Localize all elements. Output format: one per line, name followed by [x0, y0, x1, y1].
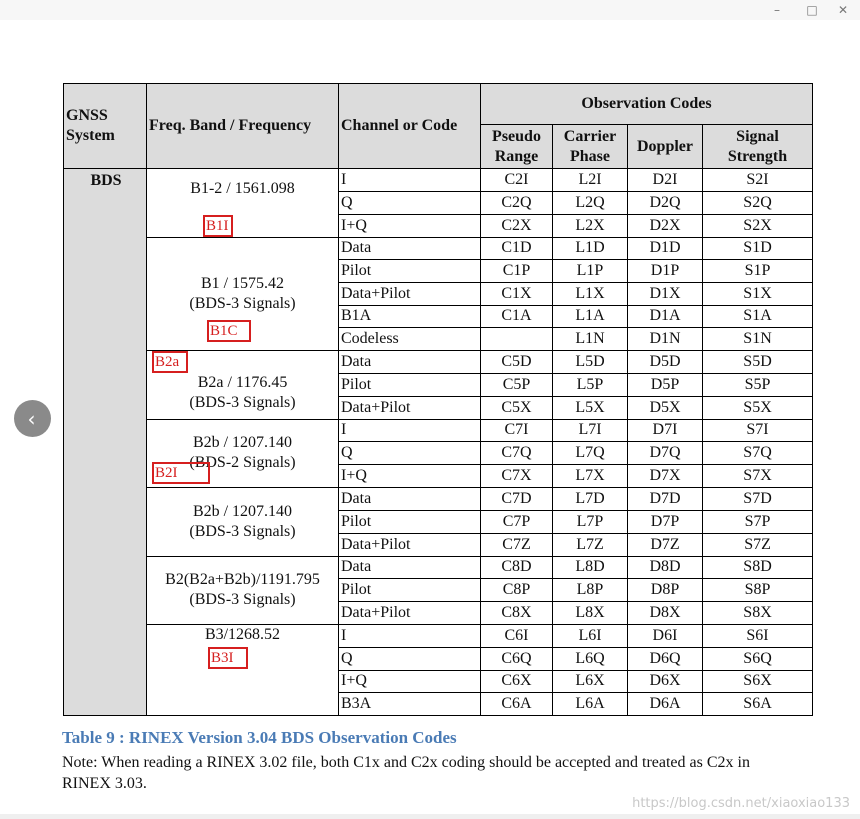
doppler-cell: D2Q [628, 191, 703, 214]
freq-band-sublabel: (BDS-2 Signals) [189, 454, 296, 472]
annotation-box: B1I [203, 215, 233, 237]
channel-cell: B3A [339, 693, 481, 716]
carrier-phase-cell: L1P [553, 260, 628, 283]
pseudo-range-cell: C2X [481, 214, 553, 237]
carrier-phase-cell: L7Z [553, 533, 628, 556]
signal-strength-cell: S8P [703, 579, 813, 602]
channel-cell: Data [339, 488, 481, 511]
carrier-phase-cell: L5P [553, 373, 628, 396]
freq-band-cell [147, 488, 339, 557]
signal-strength-cell: S7D [703, 488, 813, 511]
doppler-cell: D6Q [628, 647, 703, 670]
pseudo-range-cell: C6Q [481, 647, 553, 670]
signal-strength-cell: S5X [703, 396, 813, 419]
pseudo-range-cell: C2Q [481, 191, 553, 214]
channel-cell: Data+Pilot [339, 396, 481, 419]
channel-cell: I+Q [339, 670, 481, 693]
channel-cell: Pilot [339, 579, 481, 602]
carrier-phase-cell: L8D [553, 556, 628, 579]
channel-cell: Pilot [339, 373, 481, 396]
header-signal-strength: Signal Strength [703, 125, 813, 169]
annotation-box: B2a [152, 351, 188, 373]
carrier-phase-cell: L8X [553, 602, 628, 625]
channel-cell: Data+Pilot [339, 533, 481, 556]
freq-band-cell [147, 419, 339, 488]
annotation-box: B1C [207, 320, 251, 342]
channel-cell: Codeless [339, 328, 481, 351]
pseudo-range-cell: C8P [481, 579, 553, 602]
doppler-cell: D6X [628, 670, 703, 693]
carrier-phase-cell: L1D [553, 237, 628, 260]
freq-band-cell [147, 237, 339, 351]
header-gnss-system: GNSS System [64, 84, 147, 169]
signal-strength-cell: S2I [703, 169, 813, 192]
carrier-phase-cell: L1N [553, 328, 628, 351]
channel-cell: Data [339, 351, 481, 374]
pseudo-range-cell: C5D [481, 351, 553, 374]
signal-strength-cell: S6I [703, 625, 813, 648]
pseudo-range-cell: C8D [481, 556, 553, 579]
signal-strength-cell: S8X [703, 602, 813, 625]
chevron-left-icon: ‹ [27, 406, 36, 431]
carrier-phase-cell: L2Q [553, 191, 628, 214]
close-icon[interactable]: ✕ [837, 3, 849, 17]
channel-cell: I+Q [339, 465, 481, 488]
doppler-cell: D1D [628, 237, 703, 260]
pseudo-range-cell: C7X [481, 465, 553, 488]
carrier-phase-cell: L6A [553, 693, 628, 716]
carrier-phase-cell: L7I [553, 419, 628, 442]
signal-strength-cell: S2X [703, 214, 813, 237]
carrier-phase-cell: L1X [553, 282, 628, 305]
carrier-phase-cell: L6I [553, 625, 628, 648]
doppler-cell: D7D [628, 488, 703, 511]
channel-cell: Q [339, 647, 481, 670]
previous-image-button[interactable] [14, 400, 51, 437]
carrier-phase-cell: L6Q [553, 647, 628, 670]
maximize-icon[interactable]: □ [806, 3, 818, 17]
freq-band-label: B3/1268.52 [204, 626, 281, 643]
pseudo-range-cell: C7Z [481, 533, 553, 556]
freq-band-label: B2b / 1207.140 [192, 502, 293, 520]
carrier-phase-cell: L1A [553, 305, 628, 328]
observation-codes-table [63, 83, 813, 716]
header-doppler: Doppler [628, 125, 703, 169]
carrier-phase-cell: L8P [553, 579, 628, 602]
signal-strength-cell: S7P [703, 510, 813, 533]
bottom-bar [0, 814, 860, 819]
doppler-cell: D2I [628, 169, 703, 192]
doppler-cell: D2X [628, 214, 703, 237]
doppler-cell: D1P [628, 260, 703, 283]
freq-band-cell [147, 351, 339, 420]
freq-band-label: B2(B2a+B2b)/1191.795 [165, 571, 320, 589]
pseudo-range-cell: C1A [481, 305, 553, 328]
freq-band-sublabel: (BDS-3 Signals) [189, 294, 296, 312]
table-note: Note: When reading a RINEX 3.02 file, both C1x and C2x coding should be accepted and treated as C2x in RINEX 3.03. [62, 754, 750, 792]
carrier-phase-cell: L7D [553, 488, 628, 511]
signal-strength-cell: S2Q [703, 191, 813, 214]
carrier-phase-cell: L2X [553, 214, 628, 237]
pseudo-range-cell: C7I [481, 419, 553, 442]
window-titlebar [0, 0, 860, 20]
signal-strength-cell: S1P [703, 260, 813, 283]
pseudo-range-cell: C6X [481, 670, 553, 693]
freq-band-cell [147, 625, 339, 716]
channel-cell: Data+Pilot [339, 282, 481, 305]
signal-strength-cell: S8D [703, 556, 813, 579]
channel-cell: Data [339, 556, 481, 579]
signal-strength-cell: S6A [703, 693, 813, 716]
signal-strength-cell: S1A [703, 305, 813, 328]
signal-strength-cell: S6X [703, 670, 813, 693]
freq-band-sublabel: (BDS-3 Signals) [189, 394, 296, 411]
carrier-phase-cell: L7P [553, 510, 628, 533]
doppler-cell: D8D [628, 556, 703, 579]
pseudo-range-cell: C1D [481, 237, 553, 260]
pseudo-range-cell: C7D [481, 488, 553, 511]
signal-strength-cell: S6Q [703, 647, 813, 670]
freq-band-cell [147, 556, 339, 625]
annotation-box: B3I [208, 647, 248, 669]
annotation-box: B2I [152, 462, 210, 484]
doppler-cell: D1N [628, 328, 703, 351]
signal-strength-cell: S1D [703, 237, 813, 260]
header-observation-codes: Observation Codes [481, 84, 813, 125]
pseudo-range-cell: C2I [481, 169, 553, 192]
freq-band-label: B1 / 1575.42 [200, 274, 285, 292]
doppler-cell: D7Z [628, 533, 703, 556]
freq-band-sublabel: (BDS-3 Signals) [189, 522, 296, 540]
system-cell: BDS [64, 169, 147, 716]
channel-cell: I [339, 625, 481, 648]
doppler-cell: D8X [628, 602, 703, 625]
carrier-phase-cell: L7X [553, 465, 628, 488]
carrier-phase-cell: L2I [553, 169, 628, 192]
pseudo-range-cell: C6A [481, 693, 553, 716]
channel-cell: Data [339, 237, 481, 260]
doppler-cell: D7P [628, 510, 703, 533]
carrier-phase-cell: L5X [553, 396, 628, 419]
doppler-cell: D7Q [628, 442, 703, 465]
carrier-phase-cell: L6X [553, 670, 628, 693]
header-pseudo-range: Pseudo Range [481, 125, 553, 169]
table-caption: Table 9 : RINEX Version 3.04 BDS Observation Codes [62, 728, 457, 747]
header-channel: Channel or Code [339, 84, 481, 169]
signal-strength-cell: S1X [703, 282, 813, 305]
pseudo-range-cell: C7P [481, 510, 553, 533]
signal-strength-cell: S7I [703, 419, 813, 442]
freq-band-label: B1-2 / 1561.098 [190, 180, 295, 197]
doppler-cell: D7X [628, 465, 703, 488]
channel-cell: I+Q [339, 214, 481, 237]
channel-cell: Data+Pilot [339, 602, 481, 625]
signal-strength-cell: S1N [703, 328, 813, 351]
signal-strength-cell: S7X [703, 465, 813, 488]
pseudo-range-cell: C5P [481, 373, 553, 396]
channel-cell: Pilot [339, 260, 481, 283]
doppler-cell: D7I [628, 419, 703, 442]
signal-strength-cell: S7Z [703, 533, 813, 556]
channel-cell: Q [339, 191, 481, 214]
doppler-cell: D5P [628, 373, 703, 396]
freq-band-cell [147, 169, 339, 238]
pseudo-range-cell: C6I [481, 625, 553, 648]
doppler-cell: D1X [628, 282, 703, 305]
pseudo-range-cell: C8X [481, 602, 553, 625]
freq-band-label: B2a / 1176.45 [197, 374, 288, 391]
doppler-cell: D6A [628, 693, 703, 716]
channel-cell: Q [339, 442, 481, 465]
signal-strength-cell: S7Q [703, 442, 813, 465]
pseudo-range-cell: C7Q [481, 442, 553, 465]
channel-cell: I [339, 169, 481, 192]
channel-cell: I [339, 419, 481, 442]
header-carrier-phase: Carrier Phase [553, 125, 628, 169]
doppler-cell: D6I [628, 625, 703, 648]
carrier-phase-cell: L5D [553, 351, 628, 374]
channel-cell: B1A [339, 305, 481, 328]
doppler-cell: D1A [628, 305, 703, 328]
channel-cell: Pilot [339, 510, 481, 533]
pseudo-range-cell [481, 328, 553, 351]
doppler-cell: D5D [628, 351, 703, 374]
watermark: https://blog.csdn.net/xiaoxiao133 [632, 796, 850, 811]
doppler-cell: D8P [628, 579, 703, 602]
pseudo-range-cell: C1P [481, 260, 553, 283]
pseudo-range-cell: C5X [481, 396, 553, 419]
header-freq-band: Freq. Band / Frequency [147, 84, 339, 169]
signal-strength-cell: S5D [703, 351, 813, 374]
minimize-icon[interactable]: – [774, 3, 780, 17]
pseudo-range-cell: C1X [481, 282, 553, 305]
freq-band-sublabel: (BDS-3 Signals) [189, 591, 296, 609]
freq-band-label: B2b / 1207.140 [192, 434, 293, 452]
carrier-phase-cell: L7Q [553, 442, 628, 465]
doppler-cell: D5X [628, 396, 703, 419]
signal-strength-cell: S5P [703, 373, 813, 396]
